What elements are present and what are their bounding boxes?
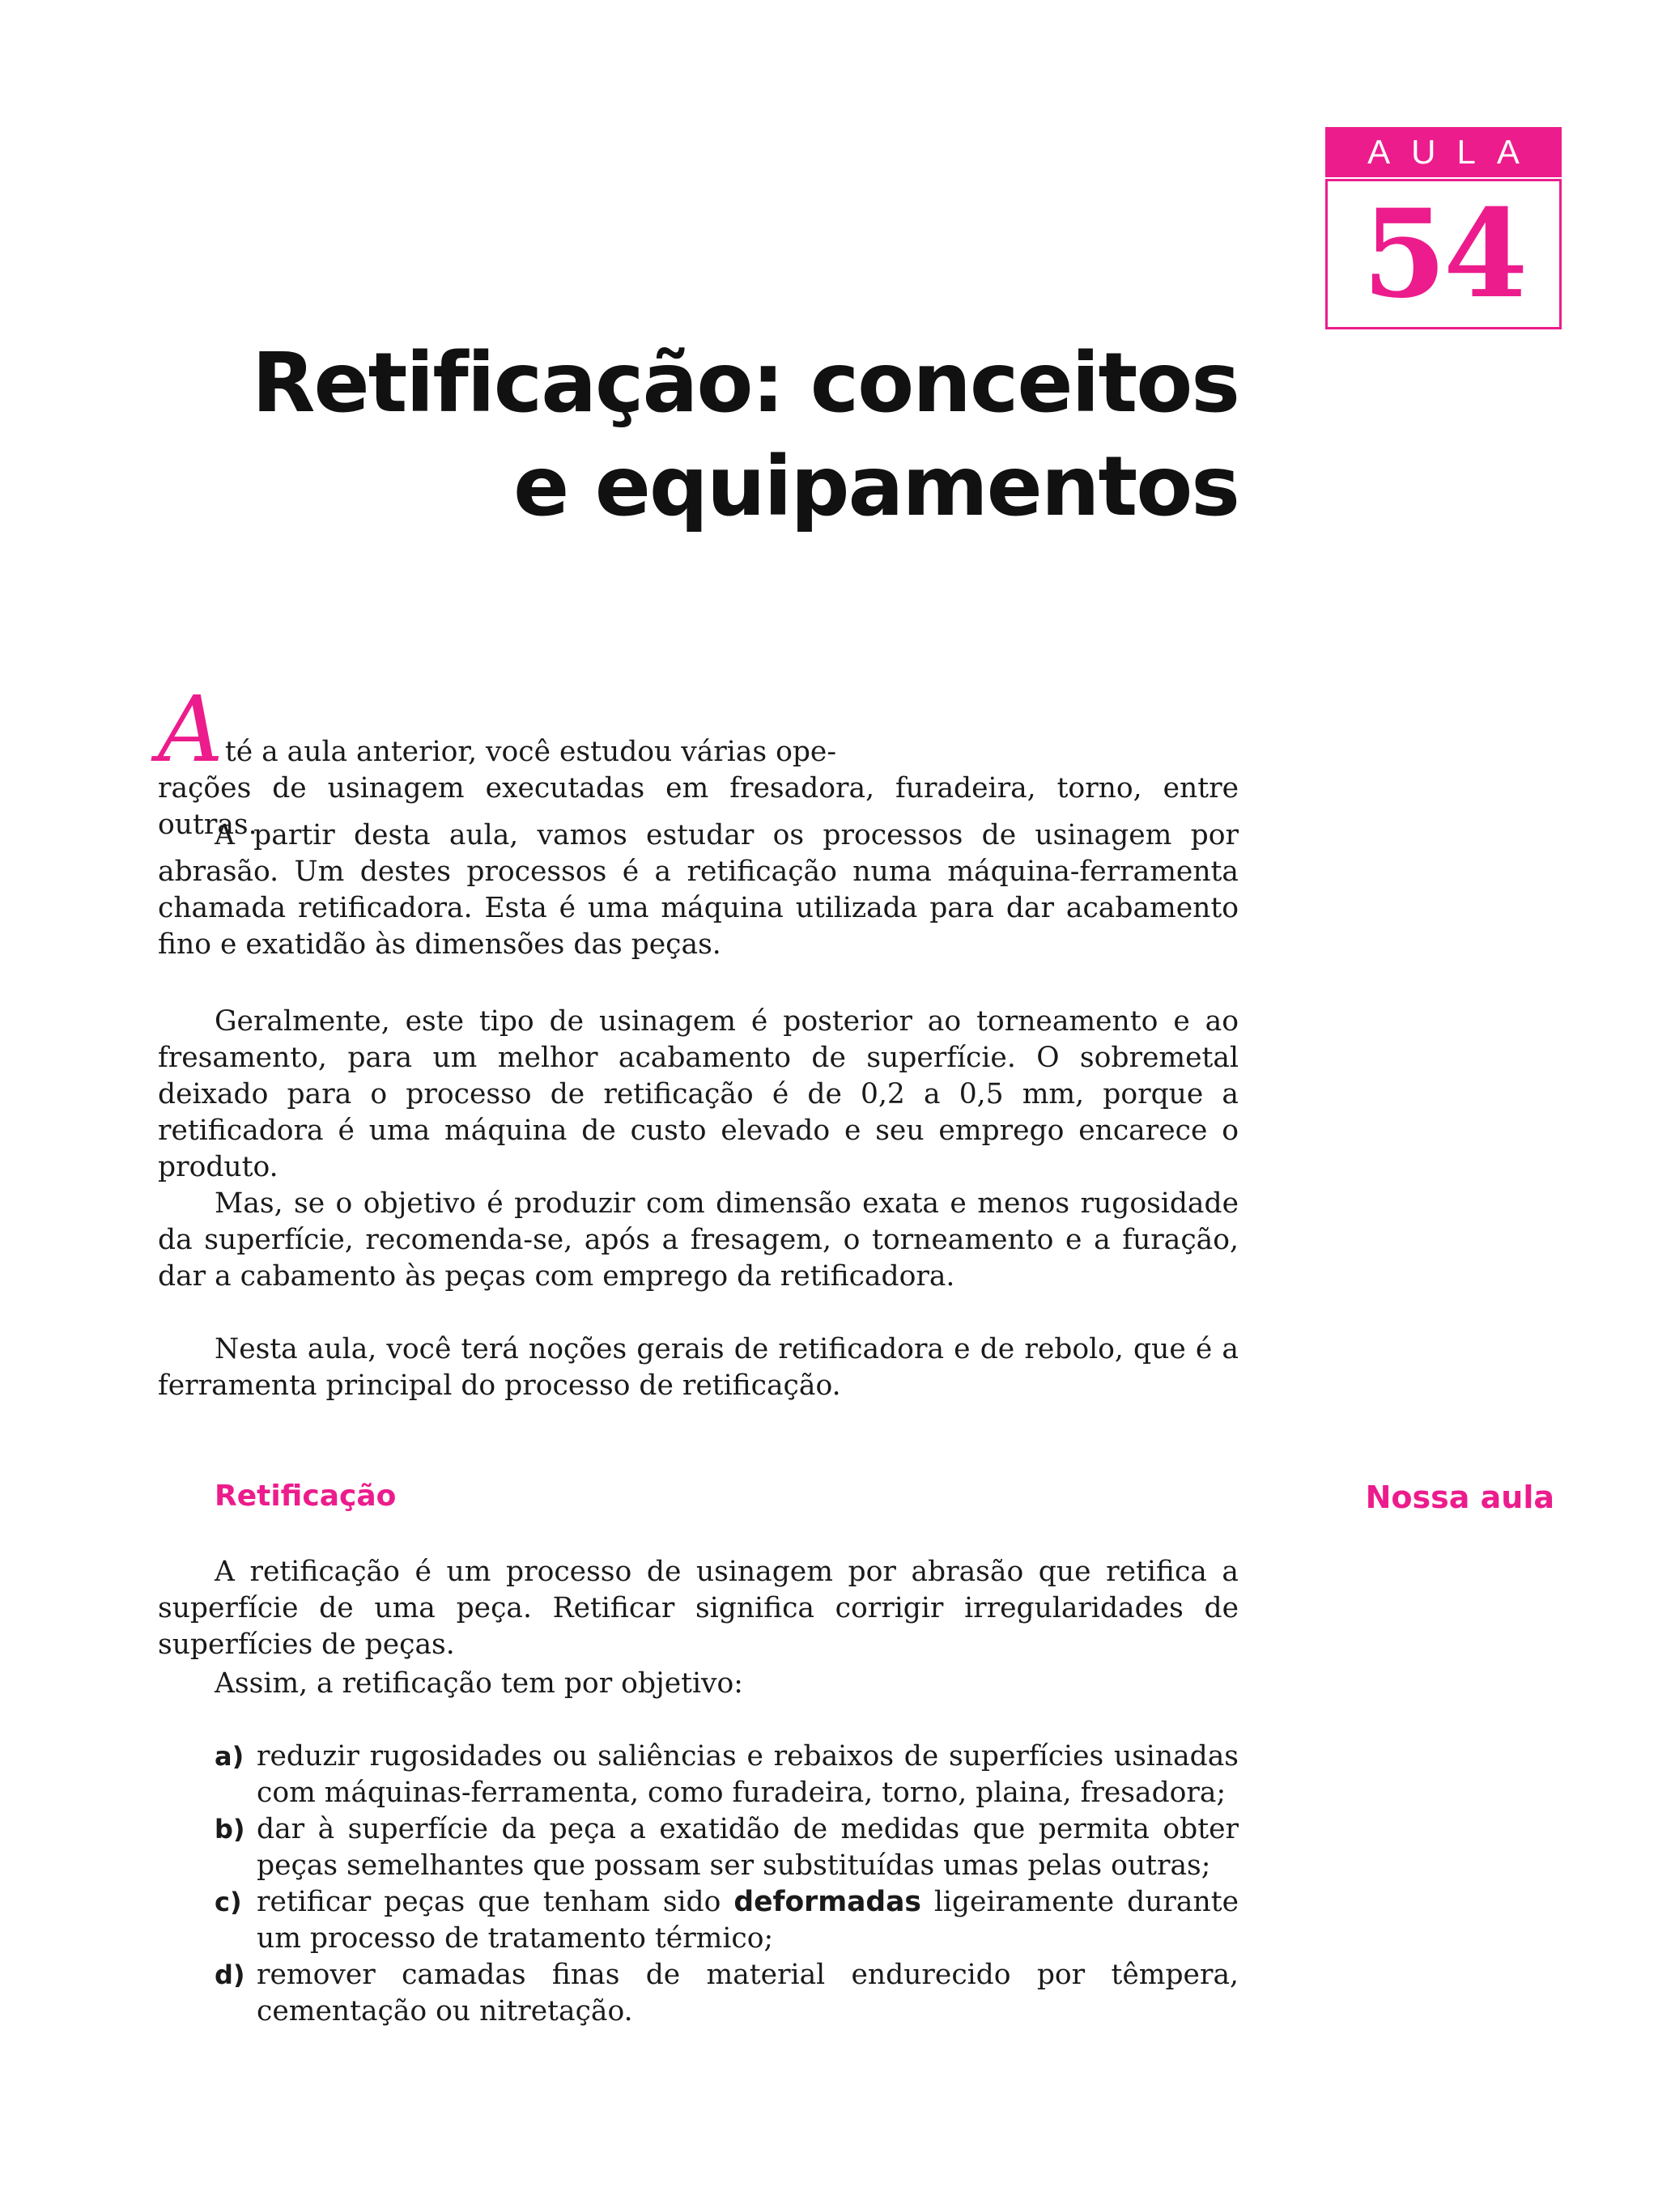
section-heading: Retificação [215,1480,397,1513]
list-marker: c) [215,1887,242,1917]
list-item-text-after: ligeiramente durante um processo de tratamento térmico; [257,1886,1239,1955]
paragraph-lesson-scope: Nesta aula, você terá noções gerais de retificadora e de rebolo, que é a ferramenta principal do processo de retificação. [158,1333,1239,1402]
paragraph-abrasion: A partir desta aula, vamos estudar os processos de usinagem por abrasão. Um destes processos é a retificação numa máquina-ferramenta chamada retificadora. Esta é uma máquina utilizada para dar acabamento fino e exatidão às dimensões das peças. [158,819,1239,961]
paragraph-objectives-intro: Assim, a retificação tem por objetivo: [215,1667,743,1700]
paragraph-objective: Mas, se o objetivo é produzir com dimensão exata e menos rugosidade da superfície, recomenda-se, após a fresagem, o torneamento e a furação, dar a cabamento às peças com emprego da retificadora. [158,1187,1239,1293]
list-item [215,1811,1239,1884]
list-item [215,1957,1239,2030]
intro-first-line-text: té a aula anterior, você estudou várias ope- [224,736,836,768]
page-title-line-2: e equipamentos [513,439,1239,535]
lesson-label: AULA [1325,127,1562,177]
list-item-text: reduzir rugosidades ou saliências e rebaixos de superfícies usinadas com máquinas-ferramenta, como furadeira, torno, plaina, fresadora; [257,1740,1239,1809]
drop-cap: A [158,677,223,783]
list-item-text: dar à superfície da peça a exatidão de medidas que permita obter peças semelhantes que possam ser substituídas umas pelas outras; [257,1813,1239,1882]
list-item-text-before: retificar peças que tenham sido [257,1886,734,1918]
list-item-text: remover camadas finas de material endurecido por têmpera, cementação ou nitretação. [257,1959,1239,2027]
page-title [162,332,1239,539]
lesson-badge [1325,127,1562,329]
intro-rest-text: rações de usinagem executadas em fresadora, furadeira, torno, entre outras. [158,772,1239,841]
page-title-line-1: Retificação: conceitos [251,335,1239,431]
paragraph-sobremetal: Geralmente, este tipo de usinagem é posterior ao torneamento e ao fresamento, para um melhor acabamento de superfície. O sobremetal deixado para o processo de retificação é de 0,2 a 0,5 mm, porque a retificadora é uma máquina de custo elevado e seu emprego encarece o produto. [158,1005,1239,1183]
list-item [215,1884,1239,1957]
list-marker: d) [215,1959,245,1990]
list-marker: b) [215,1814,245,1845]
objectives-list [215,1739,1239,2030]
paragraph-definition: A retificação é um processo de usinagem por abrasão que retifica a superfície de uma peça. Retificar significa corrigir irregularidades de superfícies de peças. [158,1556,1239,1661]
lesson-number: 54 [1325,179,1562,329]
list-item-bold-word: deformadas [733,1886,921,1918]
margin-note: Nossa aula [1365,1480,1554,1515]
list-item [215,1739,1239,1811]
intro-first-line [158,677,1239,783]
list-marker: a) [215,1741,244,1772]
